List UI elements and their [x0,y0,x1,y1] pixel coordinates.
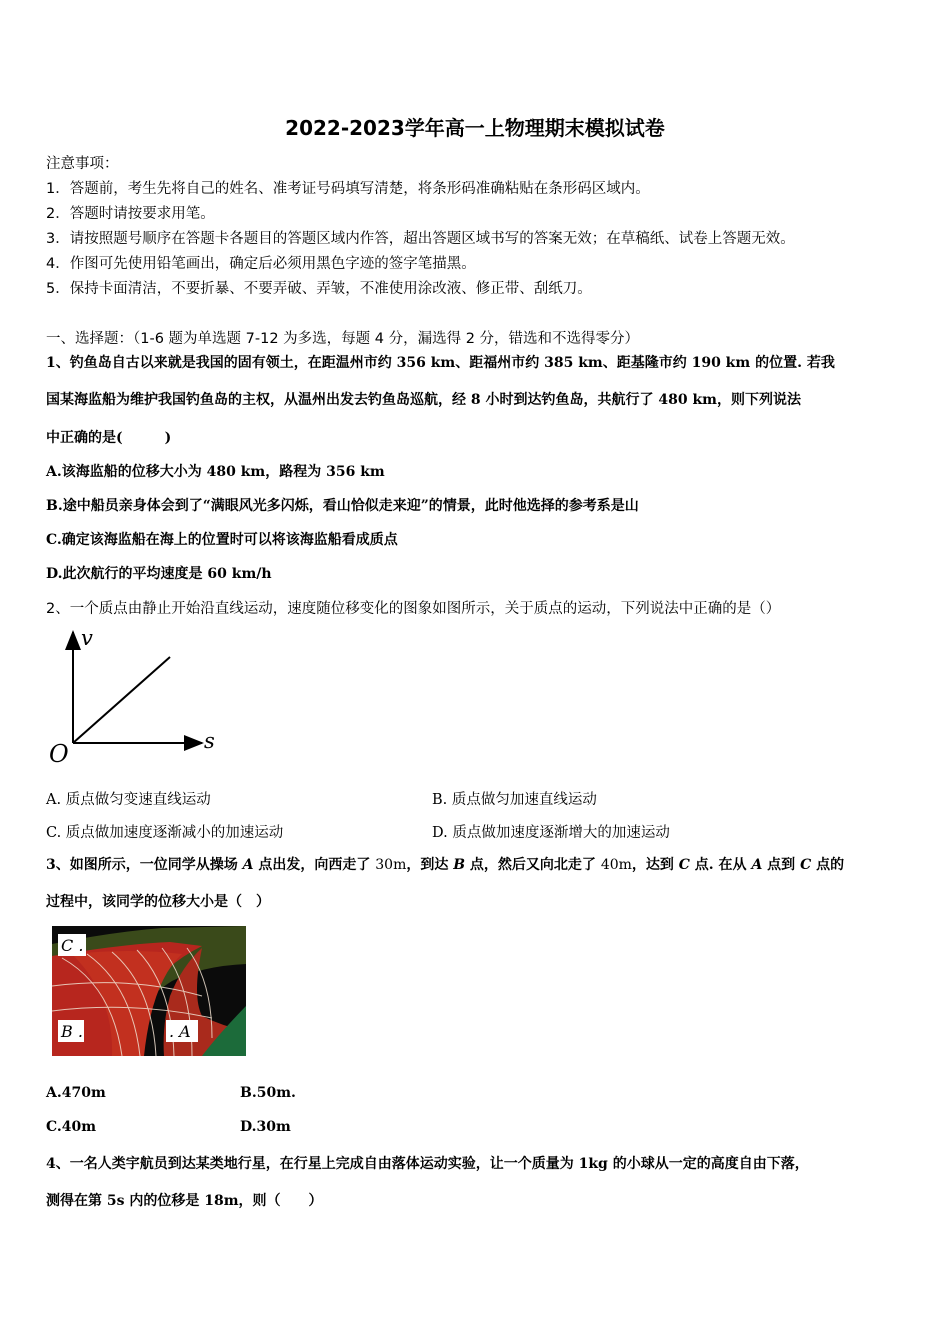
q3-part: 点到 [762,857,801,873]
question-3-option-a: A.470m [46,1085,106,1101]
notice-item: 3．请按照题号顺序在答题卡各题目的答题区域内作答，超出答题区域书写的答案无效；在草稿纸、试卷上答题无效。 [46,231,795,247]
question-3-text: 过程中，该同学的位移大小是（ ） [46,894,270,910]
question-1-text: 1、钓鱼岛自古以来就是我国的固有领土，在距温州市约 356 km、距福州市约 385 km、距基隆市约 190 km 的位置. 若我 [46,355,835,371]
q3-part: 点. 在从 [689,857,752,873]
exam-title: 2022-2023学年高一上物理期末模拟试卷 [285,116,665,140]
notice-item: 4．作图可先使用铅笔画出，确定后必须用黑色字迹的签字笔描黑。 [46,256,476,272]
section-heading: 一、选择题：（1-6 题为单选题 7-12 为多选，每题 4 分，漏选得 2 分，错选和不选得零分） [46,331,640,347]
notice-item: 2．答题时请按要求用笔。 [46,206,215,222]
q3-part: 点出发，向西走了 [253,857,376,873]
question-1-option-d: D.此次航行的平均速度是 60 km/h [46,566,272,582]
question-3-option-c: C.40m [46,1119,97,1135]
photo-label-b: B . [61,1022,83,1041]
question-2-text: 2、一个质点由静止开始沿直线运动，速度随位移变化的图象如图所示，关于质点的运动，下列说法中正确的是（） [46,601,781,617]
question-4-text: 4、一名人类宇航员到达某类地行星，在行星上完成自由落体运动实验，让一个质量为 1kg 的小球从一定的高度自由下落， [46,1156,809,1172]
q3-part: 3、如图所示，一位同学从操场 [46,857,243,873]
graph-origin-label: O [49,740,69,768]
question-1-text: 国某海监船为维护我国钓鱼岛的主权，从温州出发去钓鱼岛巡航，经 8 小时到达钓鱼岛，共航行了 480 km，则下列说法 [46,392,801,408]
question-4-text: 测得在第 5s 内的位移是 18m，则（ ） [46,1193,323,1209]
q3-part: ，到达 [406,857,454,873]
notice-item: 1．答题前，考生先将自己的姓名、准考证号码填写清楚，将条形码准确粘贴在条形码区域内。 [46,181,650,197]
point-c-label: C [800,857,812,873]
question-1-option-a: A.该海监船的位移大小为 480 km，路程为 356 km [46,464,385,480]
photo-label-a: . A [169,1022,191,1041]
distance-value: 30m [375,857,407,873]
point-c-label: C [678,857,690,873]
point-b-label: B [453,857,466,873]
q3-part: 点的 [811,857,845,873]
question-2-option-c: C. 质点做加速度逐渐减小的加速运动 [46,825,284,841]
playground-track-photo [52,926,246,1056]
question-1-text: 中正确的是( ) [46,430,172,446]
question-3-option-d: D.30m [240,1119,291,1135]
question-1-option-b: B.途中船员亲身体会到了“满眼风光多闪烁，看山恰似走来迎”的情景，此时他选择的参考系是山 [46,498,639,514]
q3-part: ，达到 [631,857,679,873]
question-2-option-a: A. 质点做匀变速直线运动 [46,792,211,808]
photo-label-c: C . [61,936,84,955]
question-3-text [46,854,844,874]
point-a-label: A [751,857,763,873]
question-2-option-b: B. 质点做匀加速直线运动 [432,792,597,808]
q3-part: 点，然后又向北走了 [465,857,601,873]
question-1-option-c: C.确定该海监船在海上的位置时可以将该海监船看成质点 [46,532,398,548]
question-2-option-d: D. 质点做加速度逐渐增大的加速运动 [432,825,670,841]
graph-x-label: s [204,729,215,753]
question-3-option-b: B.50m. [240,1085,296,1101]
distance-value: 40m [600,857,632,873]
notice-item: 5．保持卡面清洁，不要折暴、不要弄破、弄皱，不准使用涂改液、修正带、刮纸刀。 [46,281,592,297]
velocity-displacement-graph [44,626,234,771]
notice-heading: 注意事项： [46,156,119,172]
graph-y-label: v [81,626,93,650]
point-a-label: A [242,857,254,873]
graph-line [73,657,170,743]
